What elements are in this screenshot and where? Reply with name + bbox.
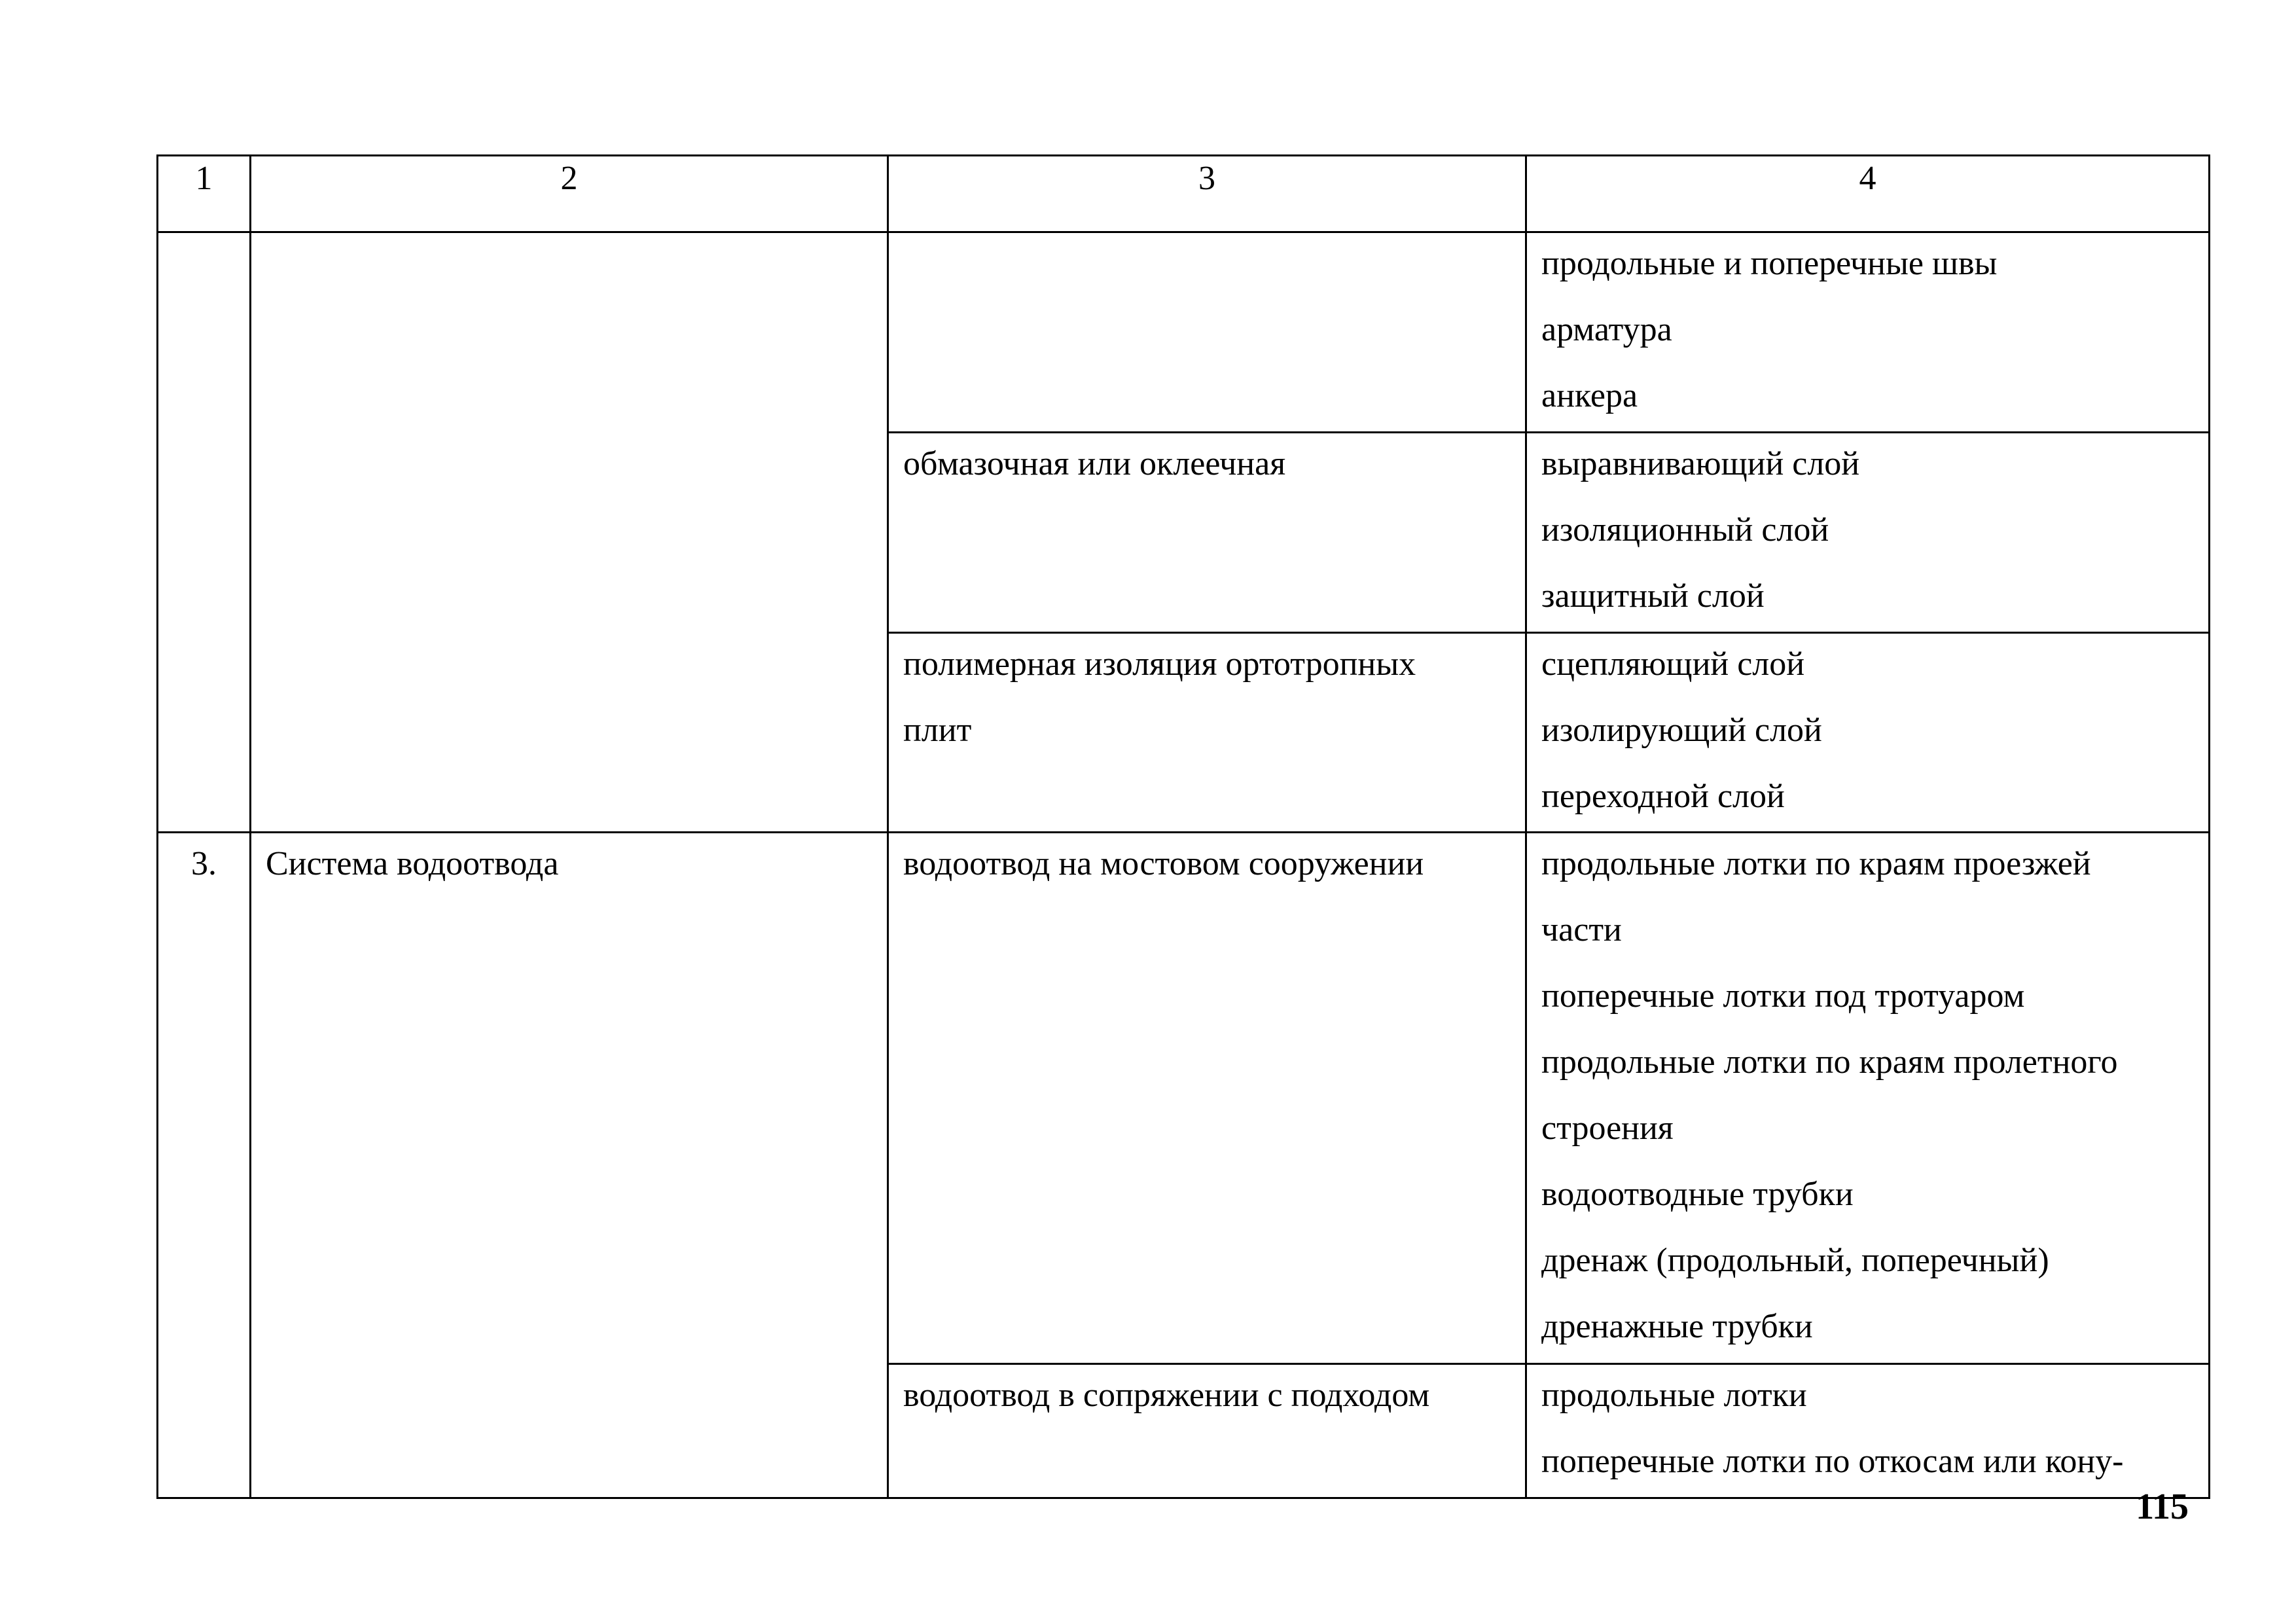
system-name-text: Система водоотвода: [266, 845, 559, 882]
row-1-col-3: [888, 433, 1526, 633]
list-item: водоотвод на мостовом сооружении: [903, 845, 1424, 882]
list-item: анкера: [1541, 377, 1638, 414]
row-0-col-4: [1526, 232, 2210, 433]
system-name-cell: [251, 833, 888, 1498]
row-0-col-3: [888, 232, 1526, 433]
list-item: изолирующий слой: [1541, 712, 1822, 749]
list-item: строения: [1541, 1110, 1674, 1147]
list-item: водоотвод в сопряжении с подходом: [903, 1377, 1430, 1414]
header-col-3: 3: [888, 156, 1526, 232]
header-col-1: 1: [158, 156, 251, 232]
list-item: изоляционный слой: [1541, 511, 1829, 549]
table-header-row: [158, 156, 2210, 232]
list-item: переходной слой: [1541, 778, 1785, 815]
row-1-col-4: [1526, 433, 2210, 633]
header-col-4: 4: [1526, 156, 2210, 232]
list-item: защитный слой: [1541, 577, 1765, 615]
list-item: продольные и поперечные швы: [1541, 245, 1998, 282]
list-item: дренажные трубки: [1541, 1308, 1813, 1345]
row-2-col-3: [888, 633, 1526, 833]
structure-table: [156, 154, 2210, 1499]
table-row: [158, 232, 2210, 433]
list-item: дренаж (продольный, поперечный): [1541, 1242, 2049, 1279]
row-number-text: 3.: [191, 845, 217, 882]
list-item: выравнивающий слой: [1541, 445, 1860, 482]
page-number: 115: [2136, 1487, 2189, 1527]
list-item: арматура: [1541, 311, 1672, 348]
list-item: обмазочная или оклеечная: [903, 445, 1286, 482]
table-row: [158, 833, 2210, 1364]
list-item: части: [1541, 911, 1622, 948]
row-number: [158, 833, 251, 1498]
row-group-number-empty: [158, 232, 251, 833]
row-3-col-4: [1526, 833, 2210, 1364]
row-2-col-4: [1526, 633, 2210, 833]
list-item: водоотводные трубки: [1541, 1176, 1854, 1213]
list-item: продольные лотки по краям пролетного: [1541, 1043, 2118, 1081]
row-4-col-3: [888, 1364, 1526, 1498]
list-item: поперечные лотки под тротуаром: [1541, 977, 2025, 1015]
list-item: поперечные лотки по откосам или кону-: [1541, 1443, 2124, 1480]
row-4-col-4: [1526, 1364, 2210, 1498]
list-item: продольные лотки: [1541, 1377, 1807, 1414]
list-item: сцепляющий слой: [1541, 645, 1805, 683]
list-item: продольные лотки по краям проезжей: [1541, 845, 2091, 882]
row-3-col-3: [888, 833, 1526, 1364]
list-item: плит: [903, 712, 972, 749]
row-group-name-empty: [251, 232, 888, 833]
list-item: полимерная изоляция ортотропных: [903, 645, 1416, 683]
header-col-2: 2: [251, 156, 888, 232]
